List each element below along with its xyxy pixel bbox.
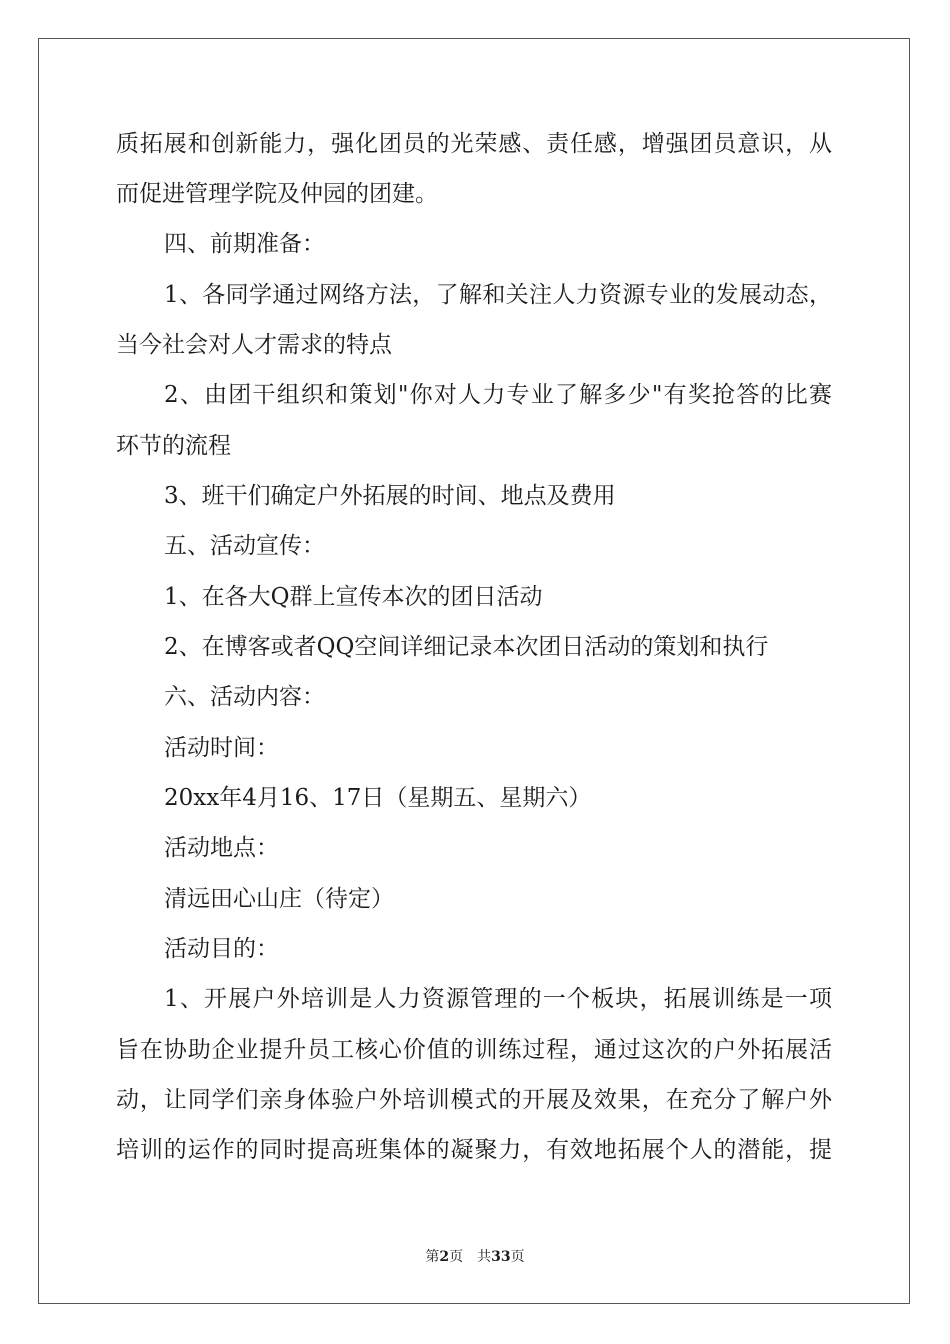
footer-page-suffix: 页	[449, 1249, 464, 1265]
section-heading-prep: 四、前期准备：	[164, 231, 325, 257]
footer-page-number: 2	[439, 1249, 450, 1265]
text-line-11: 2、在博客或者QQ空间详细记录本次团日活动的策划和执行	[164, 634, 769, 660]
text-line-7: 环节的流程	[116, 433, 231, 459]
text-line-1: 质拓展和创新能力，强化团员的光荣感、责任感，增强团员意识，从	[116, 131, 832, 157]
text-line-5: 当今社会对人才需求的特点	[116, 332, 392, 358]
footer-total-suffix: 页	[510, 1249, 525, 1265]
page-footer	[0, 1246, 950, 1266]
text-line-8: 3、班干们确定户外拓展的时间、地点及费用	[164, 483, 616, 509]
footer-total-pages: 33	[491, 1249, 511, 1265]
activity-purpose-label: 活动目的：	[164, 936, 279, 962]
text-line-4: 1、各同学通过网络方法，了解和关注人力资源专业的发展动态，	[164, 282, 832, 308]
text-line-6: 2、由团干组织和策划"你对人力专业了解多少"有奖抢答的比赛	[164, 382, 832, 408]
section-heading-content: 六、活动内容：	[164, 684, 325, 710]
activity-place-value: 清远田心山庄（待定）	[164, 886, 394, 912]
text-line-18: 1、开展户外培训是人力资源管理的一个板块，拓展训练是一项	[164, 986, 832, 1012]
footer-page-prefix: 第	[425, 1249, 440, 1265]
activity-time-value: 20xx年4月16、17日（星期五、星期六）	[164, 785, 592, 811]
text-line-20: 动，让同学们亲身体验户外培训模式的开展及效果，在充分了解户外	[116, 1087, 832, 1113]
text-line-19: 旨在协助企业提升员工核心价值的训练过程，通过这次的户外拓展活	[116, 1037, 832, 1063]
text-line-21: 培训的运作的同时提高班集体的凝聚力，有效地拓展个人的潜能，提	[116, 1137, 832, 1163]
activity-place-label: 活动地点：	[164, 835, 279, 861]
activity-time-label: 活动时间：	[164, 735, 279, 761]
text-line-2: 而促进管理学院及仲园的团建。	[116, 181, 438, 207]
footer-total-prefix: 共	[477, 1249, 492, 1265]
section-heading-publicity: 五、活动宣传：	[164, 533, 325, 559]
text-line-10: 1、在各大Q群上宣传本次的团日活动	[164, 584, 543, 610]
